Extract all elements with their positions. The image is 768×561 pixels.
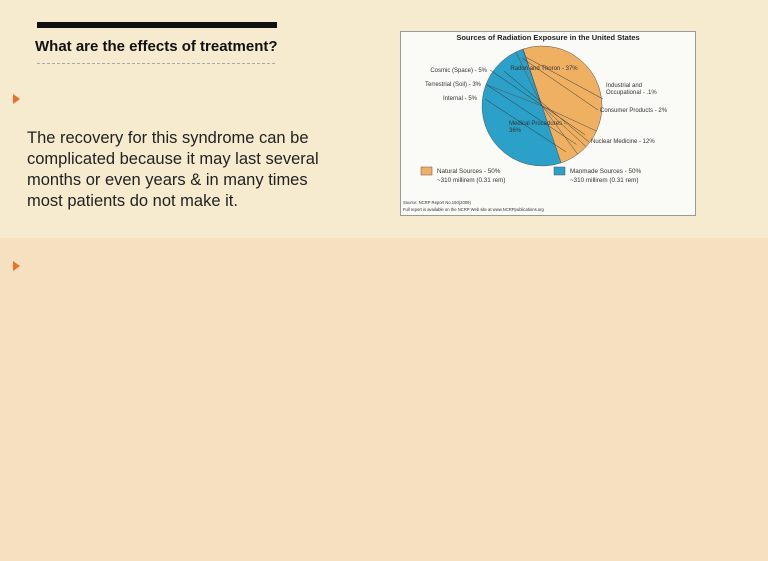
- pie-slice-label: Medical Procedures -36%: [509, 121, 566, 134]
- radiation-pie-chart: [400, 31, 696, 216]
- pie-slice-label: Cosmic (Space) - 5%: [430, 68, 487, 74]
- heading-divider: [37, 63, 275, 64]
- slide-heading: What are the effects of treatment?: [35, 38, 278, 55]
- orange-arrow-bullet-icon: [13, 94, 20, 104]
- pie-slice-label: Radon and Thoron - 37%: [510, 66, 578, 72]
- slide-body-text: The recovery for this syndrome can be complicated because it may last several months or even years & in many times most patients do not make it.: [27, 129, 319, 210]
- legend-swatch: [421, 167, 432, 175]
- chart-title: Sources of Radiation Exposure in the United States: [456, 33, 640, 42]
- orange-arrow-bullet-icon: [13, 261, 20, 271]
- pie-slice-label: Industrial and Occupational - .1%: [606, 83, 657, 96]
- legend-label: ~310 millirem (0.31 rem): [570, 177, 639, 184]
- pie-slice-label: Terrestrial (Soil) - 3%: [424, 82, 481, 88]
- pie-slice-label: Internal - 5%: [442, 96, 477, 102]
- legend-label: ~310 millirem (0.31 rem): [437, 177, 506, 184]
- legend-label: Natural Sources - 50%: [437, 168, 501, 175]
- legend-swatch: [554, 167, 565, 175]
- pie-slice-label: Nuclear Medicine - 12%: [591, 139, 655, 145]
- pie-slice-label: Consumer Products - 2%: [600, 108, 668, 114]
- title-rule: [37, 22, 277, 28]
- chart-source-line-1: Source: NCRP Report No.160(2009): [403, 200, 471, 205]
- chart-source-line-2: Full report is available on the NCRP Web site at www.NCRPpublications.org: [403, 207, 544, 212]
- pie-chart-svg: [401, 32, 695, 215]
- legend-label: Manmade Sources - 50%: [570, 168, 642, 175]
